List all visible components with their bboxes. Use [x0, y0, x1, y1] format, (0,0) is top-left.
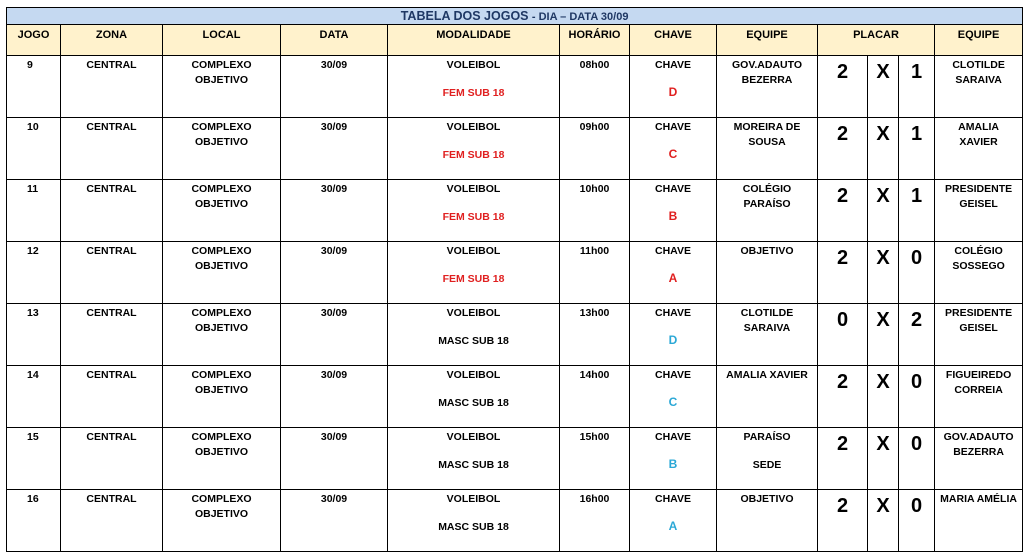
- table-row: [7, 56, 1023, 118]
- cell-equipe-1: [717, 428, 818, 490]
- cell-horario: [560, 56, 630, 118]
- placar-2: 2: [910, 309, 923, 331]
- equipe-1-line-1: COLÉGIO: [742, 183, 792, 195]
- header-placar: PLACAR: [818, 25, 935, 56]
- placar-1: 2: [836, 247, 849, 269]
- cell-chave: [630, 428, 717, 490]
- games-table: [6, 7, 1023, 552]
- equipe-1-line-2: SOUSA: [748, 136, 786, 148]
- table-row: [7, 242, 1023, 304]
- horario-text: 09h00: [579, 121, 610, 133]
- modalidade-text: VOLEIBOL: [446, 59, 501, 71]
- jogo-number: 15: [27, 431, 39, 443]
- cell-equipe-1: [717, 366, 818, 428]
- local-line-2: OBJETIVO: [194, 446, 249, 458]
- cell-local: [163, 304, 281, 366]
- modalidade-text: VOLEIBOL: [446, 183, 501, 195]
- cell-placar-x: [868, 56, 899, 118]
- chave-letter: D: [668, 85, 678, 99]
- local-line-2: OBJETIVO: [194, 74, 249, 86]
- zona-text: CENTRAL: [86, 431, 137, 443]
- local-line-2: OBJETIVO: [194, 260, 249, 272]
- table-row: [7, 490, 1023, 552]
- cell-modalidade: [388, 56, 560, 118]
- cell-horario: [560, 490, 630, 552]
- cell-placar-1: [818, 428, 868, 490]
- cell-placar-x: [868, 118, 899, 180]
- chave-label: CHAVE: [655, 307, 691, 319]
- equipe-1-line-2: BEZERRA: [741, 74, 793, 86]
- cell-data: [281, 366, 388, 428]
- placar-1: 2: [836, 185, 849, 207]
- local-line-1: COMPLEXO: [191, 121, 252, 133]
- categoria-text: FEM SUB 18: [442, 273, 505, 285]
- header-jogo: JOGO: [7, 25, 61, 56]
- cell-chave: [630, 242, 717, 304]
- placar-2: 0: [910, 371, 923, 393]
- equipe-2-line-1: PRESIDENTE: [945, 307, 1013, 319]
- cell-horario: [560, 304, 630, 366]
- cell-data: [281, 180, 388, 242]
- cell-placar-1: [818, 366, 868, 428]
- horario-text: 08h00: [579, 59, 610, 71]
- zona-text: CENTRAL: [86, 369, 137, 381]
- categoria-text: MASC SUB 18: [438, 459, 509, 471]
- games-table-sheet: [6, 7, 1022, 533]
- modalidade-text: VOLEIBOL: [446, 245, 501, 257]
- cell-placar-x: [868, 428, 899, 490]
- placar-x: X: [876, 247, 890, 269]
- modalidade-text: VOLEIBOL: [446, 431, 501, 443]
- cell-placar-2: [899, 366, 935, 428]
- equipe-2-line-1: AMALIA: [958, 121, 999, 133]
- jogo-number: 9: [27, 59, 33, 71]
- cell-equipe-2: [935, 118, 1023, 180]
- equipe-2-line-2: GEISEL: [959, 322, 998, 334]
- equipe-1-line-1: MOREIRA DE: [733, 121, 801, 133]
- local-line-1: COMPLEXO: [191, 369, 252, 381]
- cell-placar-x: [868, 304, 899, 366]
- placar-x: X: [876, 371, 890, 393]
- equipe-2-line-2: BEZERRA: [953, 446, 1004, 458]
- jogo-number: 10: [27, 121, 39, 133]
- horario-text: 10h00: [579, 183, 610, 195]
- cell-horario: [560, 428, 630, 490]
- equipe-2-line-1: GOV.ADAUTO: [943, 431, 1014, 443]
- zona-text: CENTRAL: [86, 183, 137, 195]
- cell-local: [163, 366, 281, 428]
- cell-placar-1: [818, 304, 868, 366]
- chave-letter: B: [668, 457, 678, 471]
- table-title: [7, 8, 1023, 25]
- cell-modalidade: [388, 428, 560, 490]
- cell-placar-x: [868, 366, 899, 428]
- cell-placar-1: [818, 242, 868, 304]
- placar-x: X: [876, 123, 890, 145]
- data-text: 30/09: [320, 307, 348, 319]
- horario-text: 15h00: [579, 431, 610, 443]
- data-text: 30/09: [320, 369, 348, 381]
- cell-jogo: [7, 490, 61, 552]
- chave-label: CHAVE: [655, 431, 691, 443]
- cell-equipe-2: [935, 428, 1023, 490]
- horario-text: 11h00: [579, 245, 610, 257]
- data-text: 30/09: [320, 121, 348, 133]
- cell-modalidade: [388, 118, 560, 180]
- placar-2: 0: [910, 433, 923, 455]
- title-main: TABELA DOS JOGOS: [400, 8, 529, 23]
- chave-label: CHAVE: [655, 121, 691, 133]
- chave-letter: B: [668, 209, 678, 223]
- cell-modalidade: [388, 366, 560, 428]
- cell-placar-2: [899, 490, 935, 552]
- local-line-2: OBJETIVO: [194, 198, 249, 210]
- cell-modalidade: [388, 180, 560, 242]
- cell-jogo: [7, 366, 61, 428]
- header-local: LOCAL: [163, 25, 281, 56]
- cell-horario: [560, 242, 630, 304]
- zona-text: CENTRAL: [86, 493, 137, 505]
- equipe-1-line-1: OBJETIVO: [740, 493, 794, 505]
- cell-jogo: [7, 428, 61, 490]
- cell-equipe-2: [935, 490, 1023, 552]
- header-horario: HORÁRIO: [560, 25, 630, 56]
- cell-data: [281, 428, 388, 490]
- cell-jogo: [7, 118, 61, 180]
- table-row: [7, 428, 1023, 490]
- equipe-2-line-2: SOSSEGO: [952, 260, 1005, 272]
- local-line-2: OBJETIVO: [194, 136, 249, 148]
- categoria-text: FEM SUB 18: [442, 149, 505, 161]
- placar-1: 2: [836, 371, 849, 393]
- cell-placar-1: [818, 490, 868, 552]
- placar-1: 2: [836, 495, 849, 517]
- jogo-number: 14: [27, 369, 39, 381]
- cell-placar-2: [899, 428, 935, 490]
- cell-zona: [61, 366, 163, 428]
- cell-jogo: [7, 180, 61, 242]
- cell-equipe-2: [935, 242, 1023, 304]
- placar-x: X: [876, 61, 890, 83]
- placar-x: X: [876, 185, 890, 207]
- local-line-1: COMPLEXO: [191, 245, 252, 257]
- cell-equipe-2: [935, 366, 1023, 428]
- cell-equipe-1: [717, 180, 818, 242]
- data-text: 30/09: [320, 183, 348, 195]
- header-data: DATA: [281, 25, 388, 56]
- equipe-2-line-1: PRESIDENTE: [945, 183, 1013, 195]
- cell-chave: [630, 56, 717, 118]
- chave-letter: D: [668, 333, 678, 347]
- placar-1: 2: [836, 123, 849, 145]
- cell-equipe-1: [717, 56, 818, 118]
- local-line-2: OBJETIVO: [194, 322, 249, 334]
- data-text: 30/09: [320, 59, 348, 71]
- equipe-1-line-1: CLOTILDE: [740, 307, 794, 319]
- placar-1: 0: [836, 309, 849, 331]
- cell-zona: [61, 118, 163, 180]
- cell-zona: [61, 180, 163, 242]
- categoria-text: MASC SUB 18: [438, 397, 509, 409]
- cell-local: [163, 490, 281, 552]
- placar-2: 0: [910, 247, 923, 269]
- cell-zona: [61, 428, 163, 490]
- modalidade-text: VOLEIBOL: [446, 121, 501, 133]
- placar-1: 2: [836, 433, 849, 455]
- chave-label: CHAVE: [655, 59, 691, 71]
- cell-placar-2: [899, 118, 935, 180]
- equipe-2-line-1: COLÉGIO: [954, 245, 1003, 257]
- cell-chave: [630, 180, 717, 242]
- cell-data: [281, 304, 388, 366]
- cell-horario: [560, 366, 630, 428]
- cell-local: [163, 118, 281, 180]
- cell-data: [281, 242, 388, 304]
- equipe-2-line-1: FIGUEIREDO: [945, 369, 1012, 381]
- modalidade-text: VOLEIBOL: [446, 493, 501, 505]
- table-row: [7, 304, 1023, 366]
- cell-data: [281, 56, 388, 118]
- zona-text: CENTRAL: [86, 245, 137, 257]
- cell-placar-1: [818, 180, 868, 242]
- cell-placar-x: [868, 242, 899, 304]
- equipe-1-line-1: OBJETIVO: [740, 245, 794, 257]
- cell-zona: [61, 490, 163, 552]
- categoria-text: MASC SUB 18: [438, 521, 509, 533]
- cell-chave: [630, 118, 717, 180]
- header-zona: ZONA: [61, 25, 163, 56]
- cell-equipe-2: [935, 56, 1023, 118]
- data-text: 30/09: [320, 493, 348, 505]
- cell-chave: [630, 366, 717, 428]
- chave-label: CHAVE: [655, 183, 691, 195]
- cell-local: [163, 242, 281, 304]
- header-modalidade: MODALIDADE: [388, 25, 560, 56]
- cell-placar-2: [899, 180, 935, 242]
- local-line-2: OBJETIVO: [194, 508, 249, 520]
- categoria-text: FEM SUB 18: [442, 211, 505, 223]
- cell-equipe-2: [935, 180, 1023, 242]
- cell-modalidade: [388, 304, 560, 366]
- categoria-text: FEM SUB 18: [442, 87, 505, 99]
- table-row: [7, 366, 1023, 428]
- placar-2: 1: [910, 185, 923, 207]
- cell-horario: [560, 180, 630, 242]
- data-text: 30/09: [320, 431, 348, 443]
- cell-placar-x: [868, 180, 899, 242]
- zona-text: CENTRAL: [86, 307, 137, 319]
- placar-x: X: [876, 495, 890, 517]
- equipe-2-line-1: CLOTILDE: [952, 59, 1005, 71]
- cell-jogo: [7, 56, 61, 118]
- header-equipe-1: EQUIPE: [717, 25, 818, 56]
- cell-modalidade: [388, 490, 560, 552]
- header-chave: CHAVE: [630, 25, 717, 56]
- local-line-1: COMPLEXO: [191, 307, 252, 319]
- cell-equipe-1: [717, 490, 818, 552]
- local-line-1: COMPLEXO: [191, 431, 252, 443]
- equipe-1-line-1: GOV.ADAUTO: [731, 59, 802, 71]
- cell-zona: [61, 56, 163, 118]
- cell-placar-1: [818, 56, 868, 118]
- equipe-1-line-1: PARAÍSO: [743, 431, 791, 443]
- chave-label: CHAVE: [655, 369, 691, 381]
- cell-local: [163, 428, 281, 490]
- cell-local: [163, 56, 281, 118]
- placar-1: 2: [836, 61, 849, 83]
- modalidade-text: VOLEIBOL: [446, 369, 501, 381]
- placar-2: 1: [910, 123, 923, 145]
- jogo-number: 13: [27, 307, 39, 319]
- horario-text: 14h00: [579, 369, 610, 381]
- cell-equipe-1: [717, 304, 818, 366]
- chave-label: CHAVE: [655, 245, 691, 257]
- jogo-number: 16: [27, 493, 39, 505]
- cell-chave: [630, 304, 717, 366]
- local-line-1: COMPLEXO: [191, 183, 252, 195]
- placar-2: 1: [910, 61, 923, 83]
- cell-placar-2: [899, 304, 935, 366]
- header-row: [7, 25, 1023, 56]
- cell-placar-2: [899, 242, 935, 304]
- jogo-number: 11: [27, 183, 39, 195]
- jogo-number: 12: [27, 245, 39, 257]
- placar-x: X: [876, 309, 890, 331]
- cell-equipe-1: [717, 118, 818, 180]
- chave-letter: A: [668, 271, 678, 285]
- placar-x: X: [876, 433, 890, 455]
- cell-placar-2: [899, 56, 935, 118]
- local-line-1: COMPLEXO: [191, 493, 252, 505]
- zona-text: CENTRAL: [86, 121, 137, 133]
- zona-text: CENTRAL: [86, 59, 137, 71]
- local-line-1: COMPLEXO: [191, 59, 252, 71]
- cell-placar-x: [868, 490, 899, 552]
- placar-2: 0: [910, 495, 923, 517]
- categoria-text: MASC SUB 18: [438, 335, 509, 347]
- chave-label: CHAVE: [655, 493, 691, 505]
- chave-letter: C: [668, 395, 678, 409]
- equipe-1-line-2: PARAÍSO: [743, 198, 791, 210]
- cell-equipe-2: [935, 304, 1023, 366]
- cell-data: [281, 490, 388, 552]
- modalidade-text: VOLEIBOL: [446, 307, 501, 319]
- equipe-2-line-2: XAVIER: [959, 136, 998, 148]
- cell-equipe-1: [717, 242, 818, 304]
- cell-zona: [61, 242, 163, 304]
- equipe-2-line-2: SARAIVA: [955, 74, 1002, 86]
- games-body: [7, 56, 1023, 552]
- local-line-2: OBJETIVO: [194, 384, 249, 396]
- data-text: 30/09: [320, 245, 348, 257]
- chave-letter: A: [668, 519, 678, 533]
- cell-jogo: [7, 304, 61, 366]
- horario-text: 13h00: [579, 307, 610, 319]
- cell-jogo: [7, 242, 61, 304]
- cell-chave: [630, 490, 717, 552]
- header-equipe-2: EQUIPE: [935, 25, 1023, 56]
- chave-letter: C: [668, 147, 678, 161]
- cell-modalidade: [388, 242, 560, 304]
- equipe-2-line-1: MARIA AMÉLIA: [940, 493, 1017, 505]
- title-sub: - DIA – DATA 30/09: [531, 10, 629, 23]
- cell-placar-1: [818, 118, 868, 180]
- equipe-1-line-1: AMALIA XAVIER: [726, 369, 808, 381]
- table-row: [7, 118, 1023, 180]
- cell-horario: [560, 118, 630, 180]
- horario-text: 16h00: [579, 493, 610, 505]
- equipe-2-line-2: CORREIA: [954, 384, 1003, 396]
- cell-data: [281, 118, 388, 180]
- equipe-1-line-2: SEDE: [752, 459, 782, 471]
- equipe-1-line-2: SARAIVA: [743, 322, 791, 334]
- title-row: [7, 8, 1023, 25]
- cell-local: [163, 180, 281, 242]
- equipe-2-line-2: GEISEL: [959, 198, 998, 210]
- table-row: [7, 180, 1023, 242]
- cell-zona: [61, 304, 163, 366]
